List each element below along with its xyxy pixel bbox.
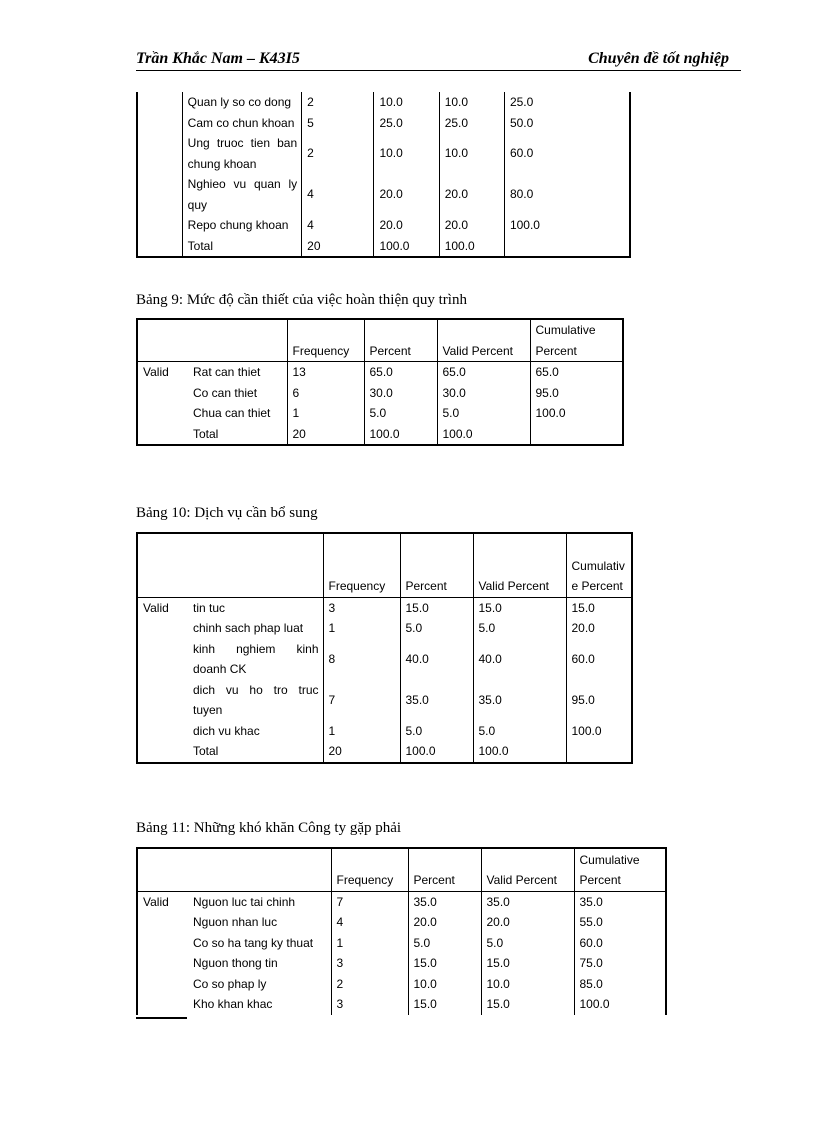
table-11 — [136, 847, 667, 1015]
column-header: Frequency — [287, 319, 364, 362]
table-row: Valid tin tuc 3 15.0 15.0 15.0 — [137, 597, 632, 618]
table-row-total: Total 20 100.0 100.0 — [137, 741, 632, 763]
table-row: Co so ha tang ky thuat 1 5.0 5.0 60.0 — [137, 933, 666, 954]
table-header-row — [137, 319, 623, 362]
column-header: Valid Percent — [437, 319, 530, 362]
header-author: Trần Khắc Nam – K43I5 — [136, 50, 300, 67]
table-11-caption: Bảng 11: Những khó khăn Công ty gặp phải — [136, 820, 402, 836]
table-row: Nghieo vu quan ly quy 4 20.0 20.0 80.0 — [137, 174, 630, 215]
valid-label: Valid — [143, 894, 169, 909]
table-row: Nguon thong tin 3 15.0 15.0 75.0 — [137, 953, 666, 974]
table-row: Cam co chun khoan 5 25.0 25.0 50.0 — [137, 113, 630, 134]
table-row: dich vu ho tro truc tuyen 7 35.0 35.0 95.0 — [137, 680, 632, 721]
column-header: Frequency — [323, 533, 400, 597]
table-10 — [136, 532, 633, 764]
table-10-caption: Bảng 10: Dịch vụ cần bổ sung — [136, 505, 318, 521]
column-header: Cumulative Percent — [530, 319, 623, 362]
table-header-row — [137, 848, 666, 891]
table-row: Nguon nhan luc 4 20.0 20.0 55.0 — [137, 912, 666, 933]
table-row-total: Total 20 100.0 100.0 — [137, 236, 630, 258]
valid-label: Valid — [143, 600, 169, 615]
table-9 — [136, 318, 624, 446]
table-row: Chua can thiet 1 5.0 5.0 100.0 — [137, 403, 623, 424]
table-row-total: Total 20 100.0 100.0 — [137, 424, 623, 446]
table-row: Valid Rat can thiet 13 65.0 65.0 65.0 — [137, 362, 623, 383]
table-row: Ung truoc tien ban chung khoan 2 10.0 10.0 60.0 — [137, 133, 630, 174]
table-row: chinh sach phap luat 1 5.0 5.0 20.0 — [137, 618, 632, 639]
table-row: Co so phap ly 2 10.0 10.0 85.0 — [137, 974, 666, 995]
valid-label: Valid — [143, 365, 169, 379]
column-header: Valid Percent — [473, 533, 566, 597]
column-header: Percent — [400, 533, 473, 597]
header-document-title: Chuyên đề tốt nghiệp — [588, 50, 729, 67]
table-row: Quan ly so co dong 2 10.0 10.0 25.0 — [137, 92, 630, 113]
table-row: Repo chung khoan 4 20.0 20.0 100.0 — [137, 215, 630, 236]
table-row: Co can thiet 6 30.0 30.0 95.0 — [137, 383, 623, 404]
table-11-continuation-rule — [136, 1017, 187, 1019]
table-row: dich vu khac 1 5.0 5.0 100.0 — [137, 721, 632, 742]
column-header: Cumulative Percent — [574, 848, 666, 891]
table-row: Kho khan khac 3 15.0 15.0 100.0 — [137, 994, 666, 1015]
table-8-continued — [136, 92, 631, 258]
column-header: Percent — [408, 848, 481, 891]
column-header: Valid Percent — [481, 848, 574, 891]
column-header: Percent — [364, 319, 437, 362]
table-row: kinh nghiem kinh doanh CK 8 40.0 40.0 60.0 — [137, 639, 632, 680]
table-9-caption: Bảng 9: Mức độ cần thiết của việc hoàn thiện quy trình — [136, 292, 467, 308]
column-header: Cumulative Percent — [566, 533, 632, 597]
table-header-row — [137, 533, 632, 597]
column-header: Frequency — [331, 848, 408, 891]
table-row: Valid Nguon luc tai chinh 7 35.0 35.0 35.0 — [137, 891, 666, 912]
page-header — [136, 50, 741, 71]
